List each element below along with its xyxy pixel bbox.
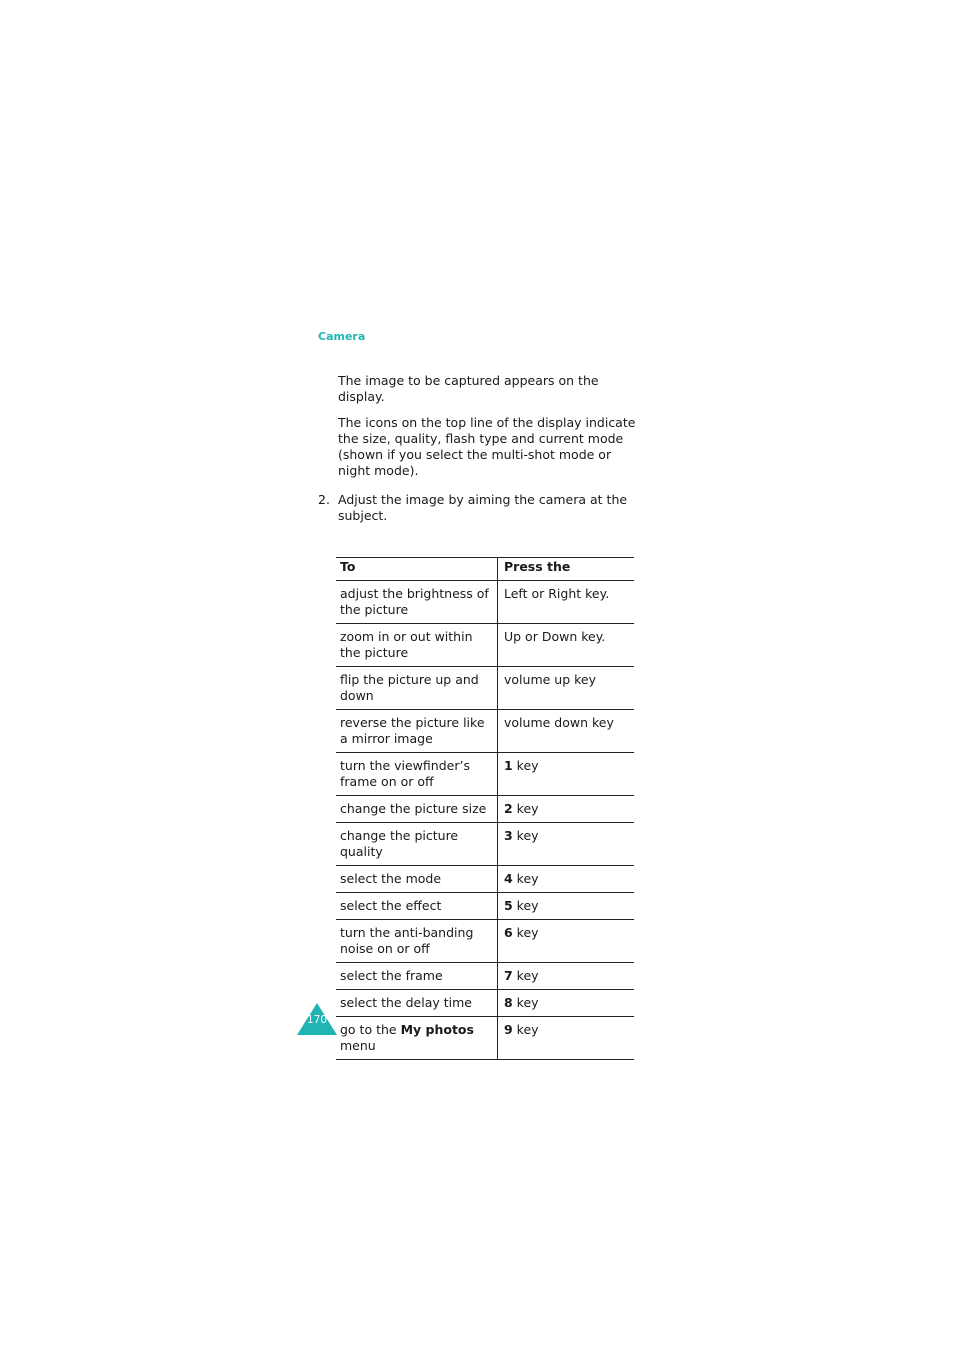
row-key: [498, 893, 635, 920]
key-suffix: key: [512, 898, 539, 913]
row-action: turn the anti-banding noise on or off: [336, 920, 498, 963]
row-key: [498, 963, 635, 990]
row-action: change the picture quality: [336, 823, 498, 866]
row-key: Left or Right key.: [498, 581, 635, 624]
key-number: 9: [504, 1022, 513, 1037]
row-key: [498, 796, 635, 823]
table-row: [336, 920, 634, 963]
key-number: 4: [504, 871, 513, 886]
table-row: [336, 893, 634, 920]
key-number: 6: [504, 925, 513, 940]
key-suffix: key: [512, 1022, 539, 1037]
row-action: turn the viewfinder’s frame on or off: [336, 753, 498, 796]
table-row: [336, 823, 634, 866]
row-action: select the delay time: [336, 990, 498, 1017]
table-row: [336, 710, 634, 753]
key-number: 1: [504, 758, 513, 773]
row-key: [498, 753, 635, 796]
key-suffix: key: [512, 995, 539, 1010]
table-row: [336, 866, 634, 893]
intro-paragraph-1: The image to be captured appears on the display.: [338, 373, 599, 404]
key-suffix: key: [512, 801, 539, 816]
key-suffix: key: [512, 828, 539, 843]
row-key: volume up key: [498, 667, 635, 710]
row-key: [498, 1017, 635, 1060]
menu-name: My photos: [400, 1022, 474, 1037]
table-row: [336, 753, 634, 796]
intro-paragraph-2: The icons on the top line of the display indicate the size, quality, flash type and current mode (shown if you select the multi-shot mode or night mode).: [338, 415, 636, 478]
row-key: [498, 920, 635, 963]
row-action: [336, 1017, 498, 1060]
table-row: [336, 963, 634, 990]
key-number: 8: [504, 995, 513, 1010]
key-number: 3: [504, 828, 513, 843]
row-action: zoom in or out within the picture: [336, 624, 498, 667]
row-action: select the mode: [336, 866, 498, 893]
action-prefix: go to the: [340, 1022, 401, 1037]
table-row: [336, 624, 634, 667]
key-suffix: key: [512, 968, 539, 983]
section-title: Camera: [318, 330, 366, 343]
table-row: [336, 796, 634, 823]
row-key: [498, 990, 635, 1017]
key-suffix: key: [512, 871, 539, 886]
key-number: 2: [504, 801, 513, 816]
table-row: [336, 581, 634, 624]
key-suffix: key: [512, 758, 539, 773]
row-action: select the frame: [336, 963, 498, 990]
table-row: [336, 667, 634, 710]
row-action: reverse the picture like a mirror image: [336, 710, 498, 753]
key-suffix: key: [512, 925, 539, 940]
page-number: 170: [306, 1014, 328, 1026]
row-key: volume down key: [498, 710, 635, 753]
row-key: [498, 866, 635, 893]
action-suffix: menu: [340, 1038, 376, 1053]
row-action: adjust the brightness of the picture: [336, 581, 498, 624]
row-key: [498, 823, 635, 866]
row-key: Up or Down key.: [498, 624, 635, 667]
table-header-row: [336, 558, 634, 581]
key-function-table: [336, 557, 634, 1060]
row-action: change the picture size: [336, 796, 498, 823]
header-to: To: [336, 558, 498, 581]
row-action: flip the picture up and down: [336, 667, 498, 710]
table-row: [336, 1017, 634, 1060]
key-number: 7: [504, 968, 513, 983]
step-text: Adjust the image by aiming the camera at the subject.: [338, 492, 628, 523]
key-number: 5: [504, 898, 513, 913]
step-number: 2.: [318, 492, 330, 507]
row-action: select the effect: [336, 893, 498, 920]
header-press: Press the: [498, 558, 635, 581]
table-row: [336, 990, 634, 1017]
